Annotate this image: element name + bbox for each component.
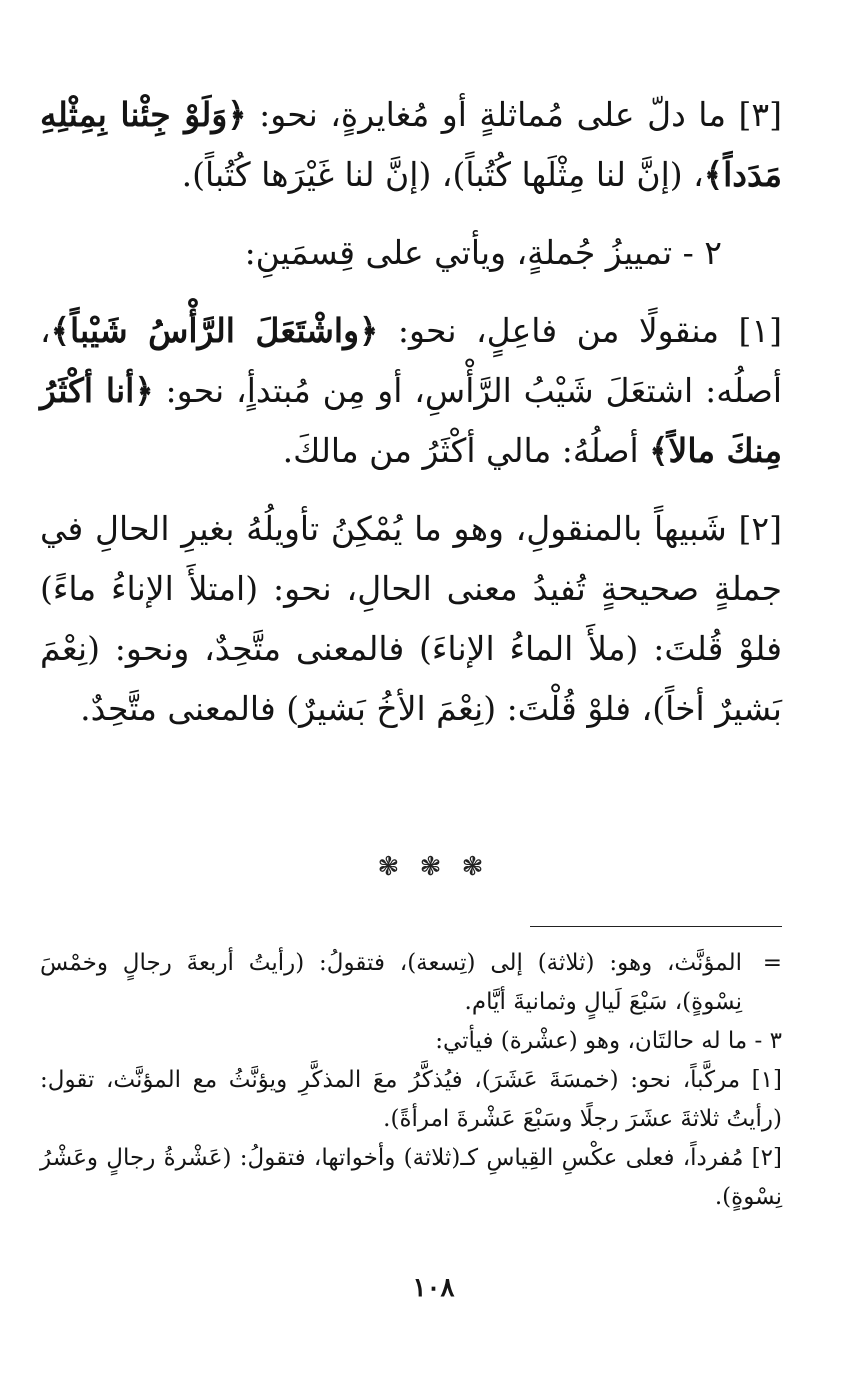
- quran-quote: ﴿أنا أكْثَرُ مِنكَ مالاً﴾: [40, 371, 782, 470]
- footnotes: [40, 944, 782, 1217]
- main-text: [40, 85, 782, 757]
- section-heading: ٢ - تمييزُ جُملةٍ، ويأتي على قِسمَينِ:: [244, 233, 722, 272]
- paragraph-rest: أصلُهُ: مالي أكْثَرُ من مالكَ.: [282, 431, 650, 470]
- paragraph-middle: ، أصلُه: اشتعَلَ شَيْبُ الرَّأْسِ، أو مِن مُبتدأٍ، نحو:: [40, 311, 783, 410]
- section-separator: ❃ ❃ ❃: [377, 852, 490, 882]
- footnote-text: المؤنَّث، وهو: (ثلاثة) إلى (تِسعة)، فتقولُ: (رأيتُ أربعةَ رجالٍ وخمْسَ نِسْوةٍ)، سَبْعَ لَيالٍ وثمانيةَ أيَّام.: [40, 950, 742, 1015]
- quran-quote: ﴿وَلَوْ جِئْنا بِمِثْلِهِ مَدَداً﴾: [40, 95, 782, 194]
- paragraph-lead: [٣] ما دلّ على مُماثلةٍ أو مُغايرةٍ، نحو:: [259, 95, 782, 134]
- footnote-item: [٢] مُفرداً، فعلى عكْسِ القِياسِ كـ(ثلاثة) وأخواتها، فتقولُ: (عَشْرةُ رجالٍ وعَشْرُ نِسْوةٍ).: [40, 1145, 782, 1210]
- page-number: ١٠٨: [412, 1273, 455, 1303]
- paragraph-manqul: [40, 301, 782, 481]
- quran-quote: ﴿واشْتَعَلَ الرَّأْسُ شَيْباً﴾: [50, 311, 379, 350]
- footnote-item: [١] مركَّباً، نحو: (خمسَةَ عَشَرَ)، فيُذكَّرُ معَ المذكَّرِ ويؤنَّثُ مع المؤنَّث، تقول: (رأيتُ ثلاثةَ عشَرَ رجلًا وسَبْعَ عَشْرةَ امرأةً).: [40, 1067, 782, 1132]
- continuation-mark: =: [762, 950, 782, 976]
- paragraph-lead: [١] منقولًا من فاعِلٍ، نحو:: [397, 311, 782, 350]
- footnote-rule: [530, 926, 782, 927]
- footnote-continuation: [40, 944, 782, 1022]
- footnote-item: ٣ - ما له حالتَان، وهو (عشْرة) فيأتي:: [435, 1028, 782, 1054]
- paragraph-shabih: [٢] شَبيهاً بالمنقولِ، وهو ما يُمْكِنُ تأويلُهُ بغيرِ الحالِ في جملةٍ صحيحةٍ تُفيدُ معنى الحالِ، نحو: (امتلأَ الإناءُ ماءً) فلوْ قُلتَ: (ملأَ الماءُ الإناءَ) فالمعنى متَّحِدٌ، ونحو: (نِعْمَ بَشيرٌ أخاً)، فلوْ قُلْتَ: (نِعْمَ الأخُ بَشيرٌ) فالمعنى متَّحِدٌ.: [40, 509, 782, 728]
- paragraph-rest: ، (إنَّ لنا مِثْلَها كُتُباً)، (إنَّ لنا غَيْرَها كُتُباً).: [181, 155, 704, 194]
- paragraph-mumathala: [40, 85, 782, 205]
